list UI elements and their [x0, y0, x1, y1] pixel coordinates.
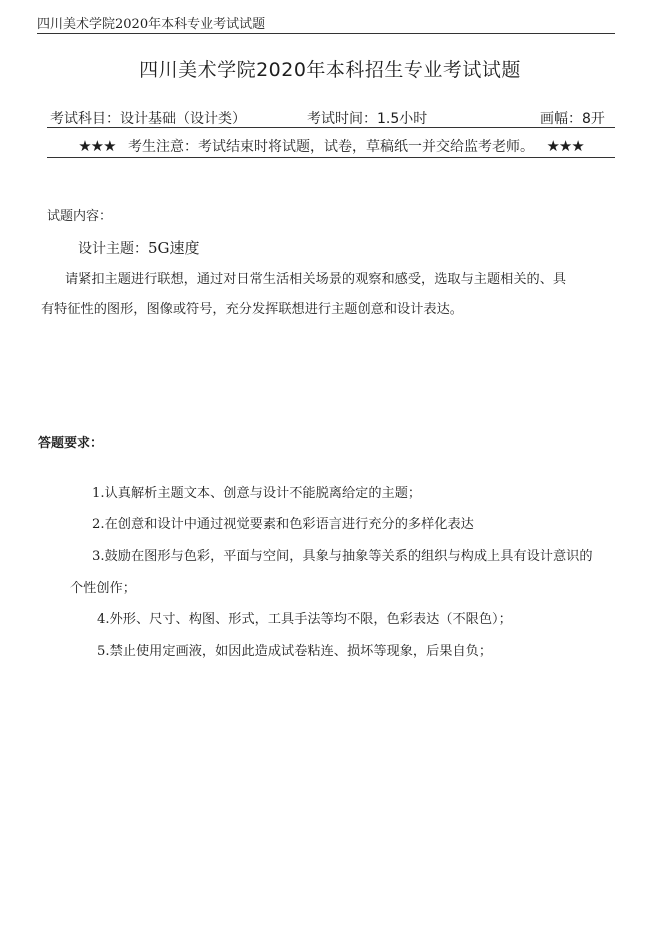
requirement-item: 4.外形、尺寸、构图、形式，工具手法等均不限，色彩表达（不限色）； [97, 612, 512, 627]
running-header: 四川美术学院2020年本科专业考试试题 [37, 17, 266, 32]
paper-format: 画幅：8开 [540, 111, 605, 127]
content-label: 试题内容： [47, 209, 113, 224]
notice-row [47, 136, 615, 156]
info-rule-bottom [47, 157, 615, 158]
exam-time: 考试时间：1.5小时 [307, 111, 428, 127]
design-theme [78, 237, 200, 258]
notice-text: 考生注意：考试结束时将试题，试卷，草稿纸一并交给监考老师。 [128, 139, 534, 155]
stars-left-icon: ★★★ [78, 137, 116, 155]
requirement-item: 3.鼓励在图形与色彩，平面与空间，具象与抽象等关系的组织与构成上具有设计意识的 [92, 549, 593, 564]
requirement-item: 个性创作； [70, 581, 136, 596]
instruction-line-1: 请紧扣主题进行联想，通过对日常生活相关场景的观察和感受，选取与主题相关的、具 [65, 272, 567, 287]
requirement-item: 1.认真解析主题文本、创意与设计不能脱离给定的主题； [92, 486, 422, 501]
requirement-item: 2.在创意和设计中通过视觉要素和色彩语言进行充分的多样化表达 [92, 517, 474, 532]
info-rule-top [47, 127, 615, 128]
header-rule [37, 33, 615, 34]
exam-subject: 考试科目：设计基础（设计类） [50, 111, 246, 127]
requirement-item: 5.禁止使用定画液，如因此造成试卷粘连、损坏等现象，后果自负； [97, 644, 493, 659]
theme-label: 设计主题： [78, 241, 148, 257]
theme-value: 5G速度 [148, 239, 200, 257]
requirements-label: 答题要求： [38, 436, 104, 451]
stars-right-icon: ★★★ [546, 137, 584, 155]
page-title: 四川美术学院2020年本科招生专业考试试题 [139, 59, 521, 81]
instruction-line-2: 有特征性的图形，图像或符号，充分发挥联想进行主题创意和设计表达。 [41, 302, 463, 317]
